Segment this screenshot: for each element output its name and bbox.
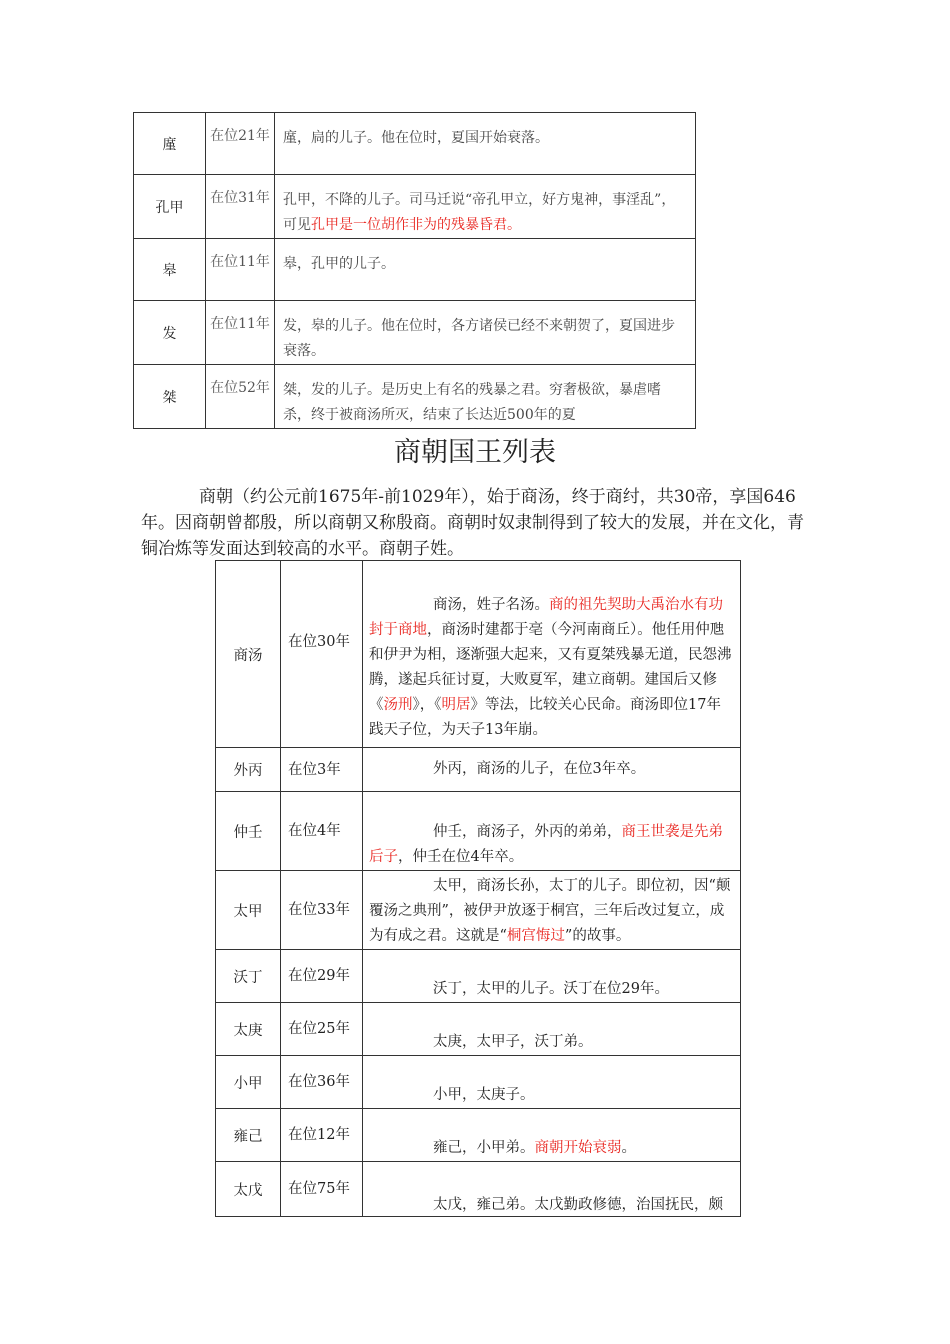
reign-length: 在位11年 <box>206 239 275 301</box>
desc-highlight: 明居 <box>441 697 471 713</box>
desc-text: 孔甲，不降的儿子。司马迁说“帝孔甲立，好方鬼神，事淫乱”，可见 <box>283 192 676 233</box>
reign-length: 在位31年 <box>206 175 275 239</box>
reign-length: 在位3年 <box>281 748 363 792</box>
desc-highlight: 商的祖先契助大禹治水有功封于商地 <box>369 597 723 638</box>
reign-length: 在位29年 <box>281 950 363 1003</box>
king-name: 孔甲 <box>134 175 206 239</box>
table-row <box>216 1109 741 1162</box>
desc-text: 皋，孔甲的儿子。 <box>283 256 395 272</box>
king-name: 太甲 <box>216 871 281 950</box>
desc-text: 商汤，姓子名汤。 <box>433 597 549 613</box>
desc-text: 沃丁，太甲的儿子。沃丁在位29年。 <box>433 981 669 997</box>
reign-length: 在位36年 <box>281 1056 363 1109</box>
king-description <box>275 239 696 301</box>
king-description <box>275 365 696 429</box>
king-name: 太庚 <box>216 1003 281 1056</box>
table-row <box>216 748 741 792</box>
desc-text: 太戊，雍己弟。太戊勤政修德，治国抚民，颇 <box>433 1197 723 1213</box>
king-name: 太戊 <box>216 1162 281 1217</box>
desc-text: ”的故事。 <box>564 928 631 944</box>
table-row <box>216 871 741 950</box>
table-row <box>216 561 741 748</box>
king-description <box>363 561 741 748</box>
desc-text: 外丙，商汤的儿子，在位3年卒。 <box>433 761 646 777</box>
desc-highlight: 商王世袭是先弟后子 <box>369 824 723 865</box>
table-row <box>134 239 696 301</box>
king-description <box>363 1109 741 1162</box>
desc-text: 。 <box>621 1140 636 1156</box>
king-description <box>363 748 741 792</box>
king-name: 外丙 <box>216 748 281 792</box>
desc-text: 发，皋的儿子。他在位时，各方诸侯已经不来朝贺了，夏国进步衰落。 <box>283 318 675 359</box>
reign-length: 在位4年 <box>281 792 363 871</box>
king-description <box>363 1162 741 1217</box>
king-name: 雍己 <box>216 1109 281 1162</box>
king-description <box>275 301 696 365</box>
reign-length: 在位33年 <box>281 871 363 950</box>
desc-text: 廑，扃的儿子。他在位时，夏国开始衰落。 <box>283 130 549 146</box>
king-name: 廑 <box>134 113 206 175</box>
shang-king-table <box>215 560 741 1217</box>
desc-text: 雍己，小甲弟。 <box>433 1140 535 1156</box>
desc-text: ，商汤时建都于亳（今河南商丘）。他任用仲虺和伊尹为相，逐渐强大起来，又有夏桀残暴无道，民怨沸腾，遂起兵征讨夏，大败夏军，建立商朝。建国后又修《 <box>369 622 732 713</box>
table-row <box>216 950 741 1003</box>
table-row <box>216 1056 741 1109</box>
desc-text: 》，《 <box>412 697 442 713</box>
king-name: 沃丁 <box>216 950 281 1003</box>
reign-length: 在位12年 <box>281 1109 363 1162</box>
page-title: 商朝国王列表 <box>394 437 556 468</box>
desc-text: 仲壬，商汤子，外丙的弟弟， <box>433 824 622 840</box>
king-description <box>363 950 741 1003</box>
desc-text: 》等法，比较关心民命。商汤即位17年践天子位，为天子13年崩。 <box>369 697 721 738</box>
desc-highlight: 孔甲是一位胡作非为的残暴昏君。 <box>311 217 521 233</box>
king-name: 商汤 <box>216 561 281 748</box>
reign-length: 在位75年 <box>281 1162 363 1217</box>
desc-highlight: 汤刑 <box>383 697 413 713</box>
desc-text: 桀，发的儿子。是历史上有名的残暴之君。穷奢极欲，暴虐嗜杀，终于被商汤所灭，结束了长达近500年的夏 <box>283 382 661 423</box>
desc-text: ，仲壬在位4年卒。 <box>398 849 524 865</box>
desc-text: 小甲，太庚子。 <box>433 1087 535 1103</box>
table-row <box>216 1003 741 1056</box>
king-description <box>363 792 741 871</box>
king-name: 发 <box>134 301 206 365</box>
king-description <box>275 175 696 239</box>
table-row <box>134 175 696 239</box>
table-row <box>134 365 696 429</box>
table-row <box>216 792 741 871</box>
king-name: 小甲 <box>216 1056 281 1109</box>
king-description <box>363 871 741 950</box>
desc-text: 太庚，太甲子，沃丁弟。 <box>433 1034 593 1050</box>
reign-length: 在位52年 <box>206 365 275 429</box>
reign-length: 在位21年 <box>206 113 275 175</box>
king-description <box>275 113 696 175</box>
table-row <box>134 113 696 175</box>
reign-length: 在位11年 <box>206 301 275 365</box>
king-name: 皋 <box>134 239 206 301</box>
king-description <box>363 1003 741 1056</box>
king-name: 桀 <box>134 365 206 429</box>
table-row <box>134 301 696 365</box>
intro-paragraph: 商朝（约公元前1675年-前1029年），始于商汤，终于商纣，共30帝，享国646年。因商朝曾都殷，所以商朝又称殷商。商朝时奴隶制得到了较大的发展，并在文化，青铜冶炼等发面达到较高的水平。商朝子姓。 <box>141 487 804 559</box>
desc-highlight: 商朝开始衰弱 <box>534 1140 622 1156</box>
king-description <box>363 1056 741 1109</box>
table-row <box>216 1162 741 1217</box>
desc-text: 太甲，商汤长孙，太丁的儿子。即位初，因“颠覆汤之典刑”，被伊尹放逐于桐宫，三年后改过复立，成为有成之君。这就是“ <box>369 878 731 944</box>
xia-king-table <box>133 112 696 429</box>
king-name: 仲壬 <box>216 792 281 871</box>
reign-length: 在位25年 <box>281 1003 363 1056</box>
reign-length: 在位30年 <box>281 561 363 748</box>
desc-highlight: 桐宫悔过 <box>506 928 565 944</box>
